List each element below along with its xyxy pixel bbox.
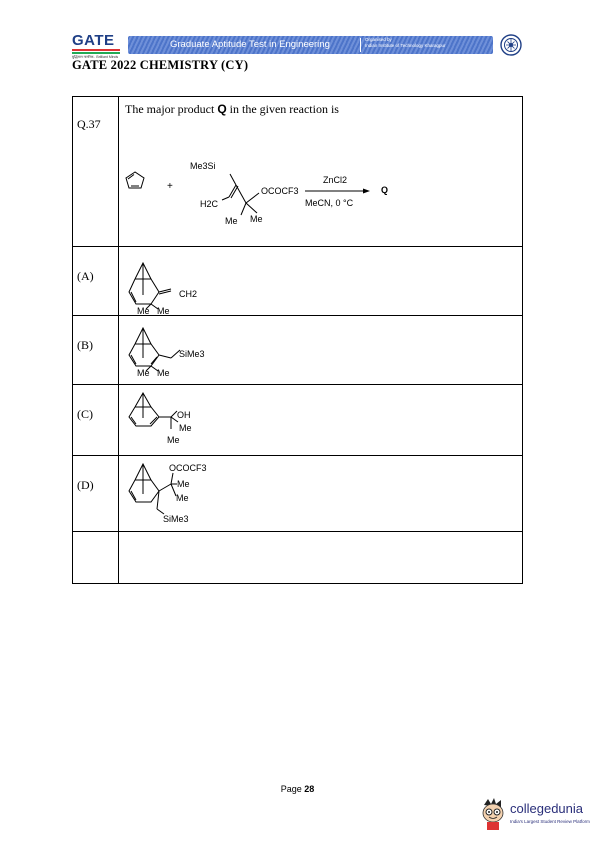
methyl-label: Me <box>250 214 263 224</box>
substituent-oh: OH <box>177 410 191 420</box>
brand-name: collegedunia <box>510 801 584 816</box>
option-c-structure <box>119 385 527 455</box>
substituent-sime3: SiMe3 <box>179 349 205 359</box>
exam-title: GATE 2022 CHEMISTRY (CY) <box>72 58 249 72</box>
question-text-end: in the given reaction is <box>226 102 339 116</box>
allylsilane-reagent-structure <box>222 174 259 215</box>
empty-row <box>73 532 523 584</box>
banner-divider <box>360 38 361 52</box>
cyclopentadiene-structure <box>126 172 144 188</box>
option-row <box>73 456 523 532</box>
option-label-a: (A) <box>77 269 94 283</box>
question-text-start: The major product <box>125 102 218 116</box>
reaction-scheme <box>119 97 527 246</box>
substituent-me: Me <box>137 306 150 315</box>
substituent-me: Me <box>157 306 170 315</box>
collegedunia-logo <box>478 797 588 831</box>
banner-title: Graduate Aptitude Test in Engineering <box>170 39 330 50</box>
question-product-label: Q <box>217 102 227 116</box>
option-row <box>73 247 523 316</box>
organiser-line1: Organised by <box>365 37 392 42</box>
substituent-me: Me <box>137 368 150 378</box>
empty-answer-cell <box>119 532 523 584</box>
header-banner <box>128 36 493 54</box>
gate-logo-text: GATE <box>72 32 115 49</box>
option-a-cell[interactable] <box>119 247 523 316</box>
question-number-cell <box>73 97 119 247</box>
substituent-me: Me <box>167 435 180 445</box>
substituent-me: Me <box>157 368 170 378</box>
empty-label-cell <box>73 532 119 584</box>
option-row <box>73 316 523 385</box>
product-q-label: Q <box>381 185 389 195</box>
option-label-c: (C) <box>77 407 93 421</box>
ester-label: OCOCF3 <box>261 186 299 196</box>
tms-label: Me3Si <box>190 161 216 171</box>
page-header <box>72 33 522 59</box>
methyl-label: Me <box>225 216 238 226</box>
option-d-structure <box>119 456 527 531</box>
banner-organiser <box>365 37 445 49</box>
gate-logo <box>72 33 120 57</box>
question-table <box>72 96 523 584</box>
option-b-cell[interactable] <box>119 316 523 385</box>
option-b-structure <box>119 316 527 384</box>
substituent-ester: OCOCF3 <box>169 463 207 473</box>
option-a-structure <box>119 247 527 315</box>
substituent-ch2: CH2 <box>179 289 198 299</box>
question-text <box>125 102 339 117</box>
page-label: Page <box>280 784 302 794</box>
methylene-label: H2C <box>200 199 219 209</box>
substituent-me: Me <box>176 493 189 503</box>
substituent-me: Me <box>179 423 192 433</box>
question-number: Q.37 <box>77 117 101 131</box>
logo-stripe <box>72 52 120 54</box>
page-number-value: 28 <box>304 784 315 794</box>
question-body-cell <box>119 97 523 247</box>
substituent-me: Me <box>177 479 190 489</box>
option-row <box>73 385 523 456</box>
reaction-conditions: MeCN, 0 °C <box>305 198 354 208</box>
option-label-cell <box>73 247 119 316</box>
question-row <box>73 97 523 247</box>
option-label-cell <box>73 385 119 456</box>
option-d-cell[interactable] <box>119 456 523 532</box>
organiser-line2: Indian Institute of Technology Kharagpur <box>365 43 446 48</box>
option-label-cell <box>73 456 119 532</box>
option-label-b: (B) <box>77 338 93 352</box>
gate-logo-tagline: बुद्धिमान नागरिक ∙ Brilliant Minds <box>72 55 119 59</box>
option-c-cell[interactable] <box>119 385 523 456</box>
logo-stripe <box>72 49 120 51</box>
brand-tagline: India's Largest Student Review Platform <box>510 819 590 824</box>
substituent-sime3: SiMe3 <box>163 514 189 524</box>
plus-sign: + <box>167 181 173 192</box>
option-label-d: (D) <box>77 478 94 492</box>
reaction-arrow <box>305 189 370 194</box>
page-number <box>0 784 595 794</box>
iit-emblem-icon <box>500 34 522 56</box>
reagent-zncl2: ZnCl2 <box>323 175 348 185</box>
mascot-icon <box>478 797 508 831</box>
option-label-cell <box>73 316 119 385</box>
